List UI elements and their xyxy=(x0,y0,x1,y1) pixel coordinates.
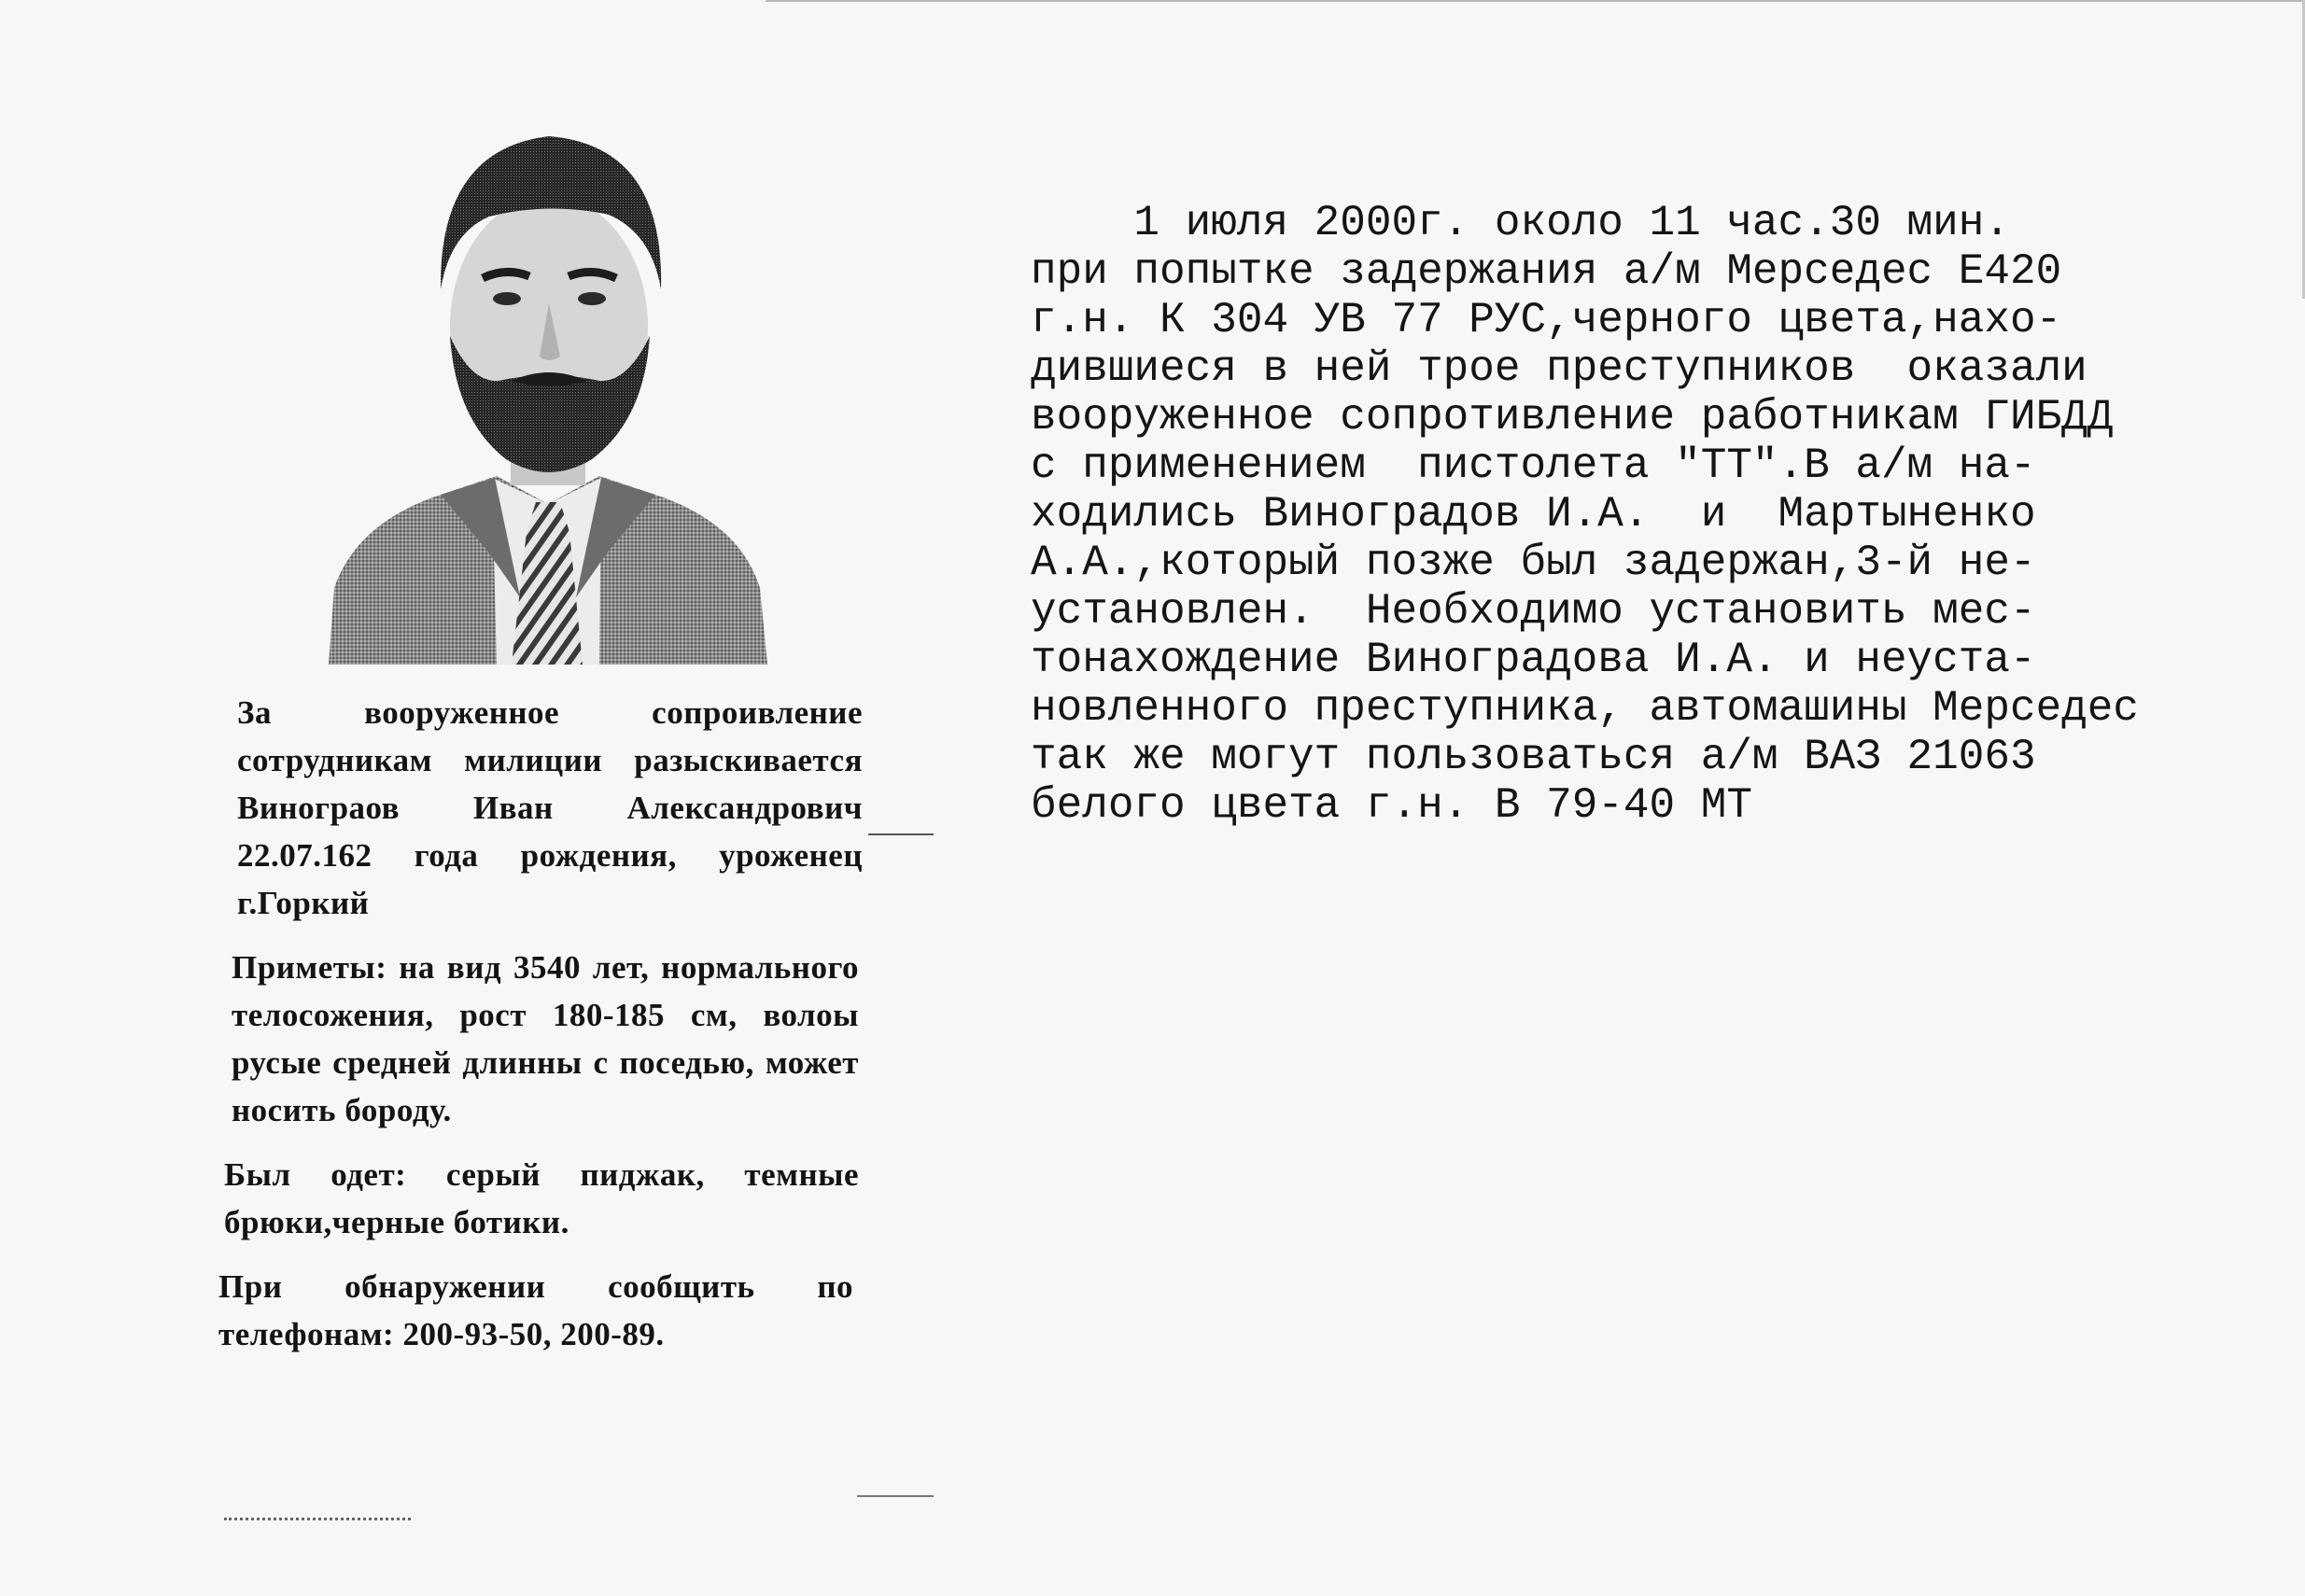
report-line: при попытке задержания а/м Мерседес Е420 xyxy=(1031,247,2062,296)
report-line: ходились Виноградов И.А. и Мартыненко xyxy=(1031,490,2036,539)
report-line: 1 июля 2000г. около 11 час.30 мин. xyxy=(1031,199,2010,247)
incident-report xyxy=(1031,199,2282,830)
report-line: г.н. К 304 УВ 77 РУС,черного цвета,нахо- xyxy=(1031,296,2062,344)
cut-off-text-fragment xyxy=(224,1518,411,1528)
report-line: новленного преступника, автомашины Мерседес xyxy=(1031,684,2139,733)
report-line: установлен. Необходимо установить мес- xyxy=(1031,587,2036,636)
caption-clothing-text: Был одет: серый пиджак, темные брюки,черные ботики. xyxy=(224,1156,859,1240)
margin-dash xyxy=(868,833,934,835)
margin-dash xyxy=(857,1495,934,1497)
report-line: белого цвета г.н. В 79-40 МТ xyxy=(1031,781,1752,830)
caption-contact-text: При обнаружении сообщить по телефонам: 200-93-50, 200-89. xyxy=(218,1268,853,1352)
report-line: так же могут пользоваться а/м ВАЗ 21063 xyxy=(1031,733,2036,781)
report-line: тонахождение Виноградова И.А. и неуста- xyxy=(1031,636,2036,684)
caption-wanted-text: За вооруженное сопроивление сотрудникам милиции разыскивается Винограов Иван Александрович 22.07.162 года рождения, уроженец г.Горкий xyxy=(237,694,863,921)
report-line: вооруженное сопротивление работникам ГИБДД xyxy=(1031,393,2114,441)
report-line: А.А.,который позже был задержан,3-й не- xyxy=(1031,539,2036,587)
scan-edge-top xyxy=(766,0,2305,2)
caption-description-text: Приметы: на вид 3540 лет, нормального телосожения, рост 180-185 см, волоы русые средней длинны с поседью, может носить бороду. xyxy=(232,949,859,1128)
wanted-notice-caption xyxy=(218,689,868,1375)
report-line: дившиеся в ней трое преступников оказали xyxy=(1031,344,2087,393)
report-line: с применением пистолета "ТТ".В а/м на- xyxy=(1031,441,2036,490)
suspect-photo xyxy=(329,112,767,665)
